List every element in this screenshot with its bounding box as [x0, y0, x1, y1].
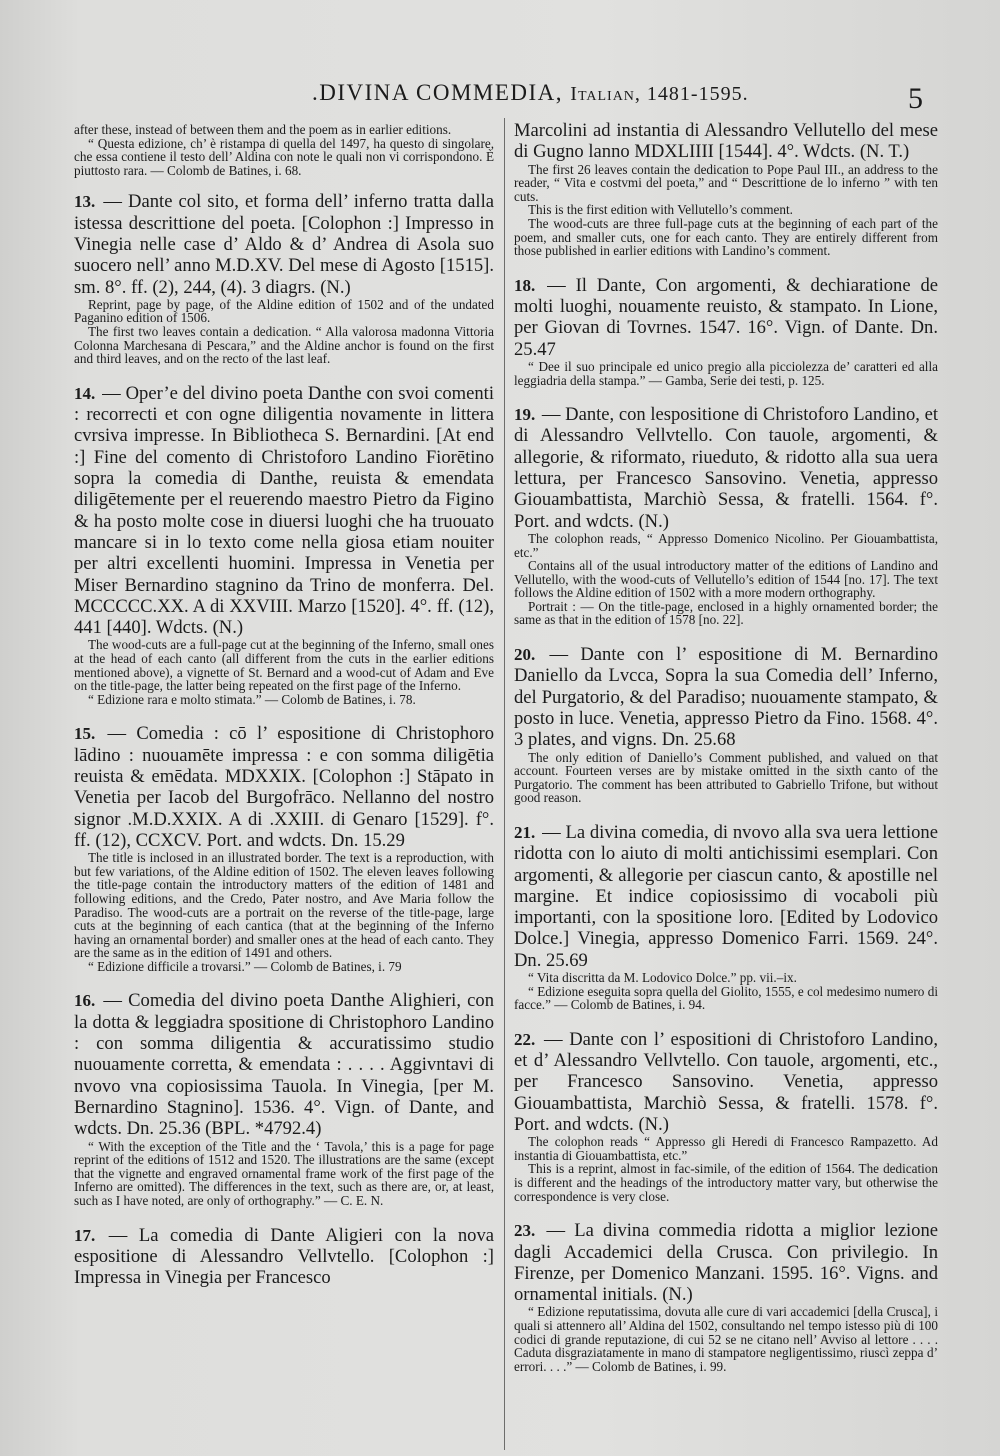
entry-note: The first two leaves contain a dedication. “ Alla valorosa madonna Vittoria Colonna Marchesana di Pescara,” and the Aldine anchor is found on the first and third leaves, and on the recto of the last leaf. — [74, 324, 494, 367]
entry-note: The colophon reads, “ Appresso Domenico Nicolino. Per Giouambattista, etc.” — [514, 530, 938, 560]
running-head — [0, 80, 1000, 116]
entry-text: — Comedia del divino poeta Danthe Alighieri, con la dotta & leggiadra spositione di Christophoro Landino : con somma diligentia & accuratissimo studio nuouamente corretta, & emendata : . . . . Aggivntavi di nvovo vna copiosissima Tauola. In Vinegia, [per M. Bernardino Stagnino]. 1536. 4°. Vign. of Dante, and wdcts. Dn. 25.36 (BPL. *4792.4) — [74, 990, 494, 1140]
entry-14 — [74, 383, 494, 707]
entry-body — [514, 1029, 938, 1135]
entry-note: “ Edizione reputatissima, dovuta alle cure di vari accademici [della Crusca], i quali si attennero all’ Aldina del 1502, consultando nel tempo istesso più di 100 codici di grande reputazione, di cui 52 se ne citano nell’ Avviso al lettore . . . . Caduta disgraziatamente in mano di stampatore negligentissimo, riuscì zeppa d’ errori. . . .” — Colomb de Batines, i. 99. — [514, 1304, 938, 1374]
entry-text: — La divina comedia, di nvovo alla sva uera lettione ridotta con lo aiuto di molti antichissimi esemplari. Con argomenti, & allegorie per ciascun canto, & apostille nel margine. Et indice copiosissimo di vocaboli più importanti, con la spositione loro. [Edited by Lodovico Dolce.] Vinegia, appresso Domenico Farri. 1569. 24°. Dn. 25.69 — [514, 821, 938, 971]
entry-17 — [74, 1225, 494, 1289]
running-title — [312, 80, 749, 106]
entry-number: 17. — [74, 1225, 96, 1245]
entry-body — [514, 822, 938, 971]
entry-note: “ With the exception of the Title and the ‘ Tavola,’ this is a page for page reprint of the editions of 1512 and 1520. The illustrations are the same (except that the vignette and engraved ornamental frame work of the first page of the Inferno are omitted). The differences in the text, such as there are, or, at least, such as I have noted, are only of orthography.” — C. E. N. — [74, 1138, 494, 1208]
entry-note: The colophon reads “ Appresso gli Heredi di Francesco Rampazetto. Ad instantia di Giouambattista, etc.” — [514, 1134, 938, 1163]
entry-note: “ Edizione rara e molto stimata.” — Colomb de Batines, i. 78. — [88, 691, 416, 707]
entry-22 — [514, 1029, 938, 1203]
entry-note: “ Edizione eseguita sopra quella del Giolito, 1555, e col medesimo numero di facce.” — Colomb de Batines, i. 94. — [514, 983, 938, 1013]
entry-19 — [514, 404, 938, 627]
left-column — [74, 120, 494, 1446]
entry-note: This is a reprint, almost in fac-simile, of the edition of 1564. The dedication is different and the headings of the introductory matter vary, but otherwise the correspondence is very close. — [514, 1161, 938, 1204]
entry-18 — [514, 275, 938, 387]
entry-number: 23. — [514, 1221, 536, 1241]
entry-16 — [74, 990, 494, 1207]
entry-body — [74, 990, 494, 1139]
entry-text: — Comedia : cō l’ espositione di Christophoro lādino : nuouamēte impressa : e con somma diligētia reuista & emēdata. MDXXIX. [Colophon :] Stāpato in Venetia per Iacob del Burgofrāco. Nellanno del nostro signor .M.D.XXIX. A di .XXIII. di Genaro [1529]. f°. ff. (12), CCXCV. Port. and wdcts. Dn. 15.29 — [74, 723, 494, 851]
entry-body — [514, 275, 938, 360]
entry-note: The wood-cuts are a full-page cut at the beginning of the Inferno, small ones at the head of each canto (all different from the cuts in the earlier editions mentioned above), a vignette of St. Bernard and a wood-cut of Adam and Eve on the title-page, the latter being repeated on the first page of the Inferno. — [74, 637, 494, 694]
entry-note: The only edition of Daniello’s Comment published, and valued on that account. Fourteen verses are by mistake omitted in the sixth canto of the Purgatorio. The comment has been attributed to Gabriello Trifone, but without good reason. — [514, 749, 938, 806]
page-number: 5 — [908, 82, 923, 115]
entry-text: — Oper’e del divino poeta Danthe con svoi comenti : recorrecti et con ogne diligentia novamente in littera cvrsiva impresse. In Bibliotheca S. Bernardini. [At end :] Fine del comento di Christoforo Landino Fiorētino sopra la comedia di Danthe, reuista & emendata diligētemente per el reuerendo maestro Pietro da Figino & ha posto molte cose in diuersi luoghi che ha truouato mancare si in lo texto come nella giosa etiam nouiter per altri excellenti huomini. Impressa in Venetia per Miser Bernardino stagnino da Trino de monferra. Del. MCCCCC.XX. A di XXVIII. Marzo [1520]. 4°. ff. (12), 441 [440]. Wdcts. (N.) — [74, 382, 494, 639]
entry-number: 16. — [74, 991, 96, 1011]
entry-note: This is the first edition with Vellutello’s comment. — [528, 202, 793, 218]
entry-body — [74, 723, 494, 851]
entry-note: Contains all of the usual introductory matter of the editions of Landino and Vellutello, with the wood-cuts of Vellutello’s edition of 1544 [no. 17]. The text follows the Aldine edition of 1502 with a more modern orthography. — [514, 558, 938, 601]
entry-body — [514, 1220, 938, 1305]
entry-number: 18. — [514, 275, 536, 295]
entry-number: 19. — [514, 405, 536, 425]
entry-body — [74, 383, 494, 639]
entry-number: 21. — [514, 822, 536, 842]
running-title-sub: Italian, 1481-1595. — [570, 83, 749, 105]
entry-body — [74, 1225, 494, 1289]
entry-body — [514, 644, 938, 750]
entry-13 — [74, 191, 494, 365]
entry-text: — Dante con l’ espositioni di Christoforo Landino, et d’ Alessandro Vellvtello. Con tauole, argomenti, etc., per Francesco Sansovino. Venetia, appresso Giouambattista, Marchiò Sessa, & fratelli. 1578. f°. Port. and wdcts. (N.) — [514, 1028, 938, 1135]
entry-note: The wood-cuts are three full-page cuts at the beginning of each part of the poem, and smaller cuts, one for each canto. They are entirely different from those published in earlier editions with Landino’s comment. — [514, 215, 938, 259]
entry-text: — La divina commedia ridotta a miglior lezione dagli Accademici della Crusca. Con privilegio. In Firenze, per Domenico Manzani. 1595. 16°. Vigns. and ornamental initials. (N.) — [514, 1220, 938, 1306]
column-divider — [504, 118, 505, 1450]
entry-number: 13. — [74, 192, 96, 212]
entry-text: — Dante con l’ espositione di M. Bernardino Daniello da Lvcca, Sopra la sua Comedia dell’ Inferno, del Purgatorio, & del Paradiso; nuouamente stampato, & posto in luce. Venetia, appresso Pietro da Fino. 1568. 4°. 3 plates, and vigns. Dn. 25.68 — [514, 644, 938, 751]
entry-17-continued — [514, 120, 938, 258]
entry-note: The title is inclosed in an illustrated border. The text is a reproduction, with but few variations, of the Aldine edition of 1502. The eleven leaves following the title-page contain the introductory matters of the edition of 1481 and following editions, and the Credo, Pater nostro, and Ave Maria follow the Paradiso. The wood-cuts are a portrait on the reverse of the title-page, large cuts at the beginning of each cantica (that at the beginning of the Inferno having an ornamental border) and smaller ones at the head of each canto. They are the same as in the edition of 1491 and others. — [74, 850, 494, 961]
entry-note: The first 26 leaves contain the dedication to Pope Paul III., an address to the reader, “ Vita e costvmi del poeta,” and “ Descrittione de lo inferno ” with ten cuts. — [514, 161, 938, 204]
running-title-main: .DIVINA COMMEDIA, — [312, 80, 564, 105]
entry-note: Portrait : — On the title-page, enclosed in a highly ornamented border; the same as that in the edition of 1578 [no. 22]. — [514, 598, 938, 628]
entry-number: 14. — [74, 383, 96, 403]
entry-body-continued: Marcolini ad instantia di Alessandro Vellutello del mese di Gugno lanno MDXLIIII [1544]. 4°. Wdcts. (N. T.) — [514, 120, 938, 163]
entry-note: “ Vita discritta da M. Lodovico Dolce.” pp. vii.–ix. — [528, 970, 797, 985]
entry-20 — [514, 644, 938, 805]
entry-text: — Dante, con lespositione di Christoforo Landino, et di Alessandro Vellvtello. Con tauole, argomenti, & allegorie, & riformato, riueduto, & ridotto alla sua uera lettura, per Francesco Sansovino. Venetia, appresso Giouambattista, Marchiò Sessa, & fratelli. 1564. f°. Port. and wdcts. (N.) — [514, 404, 938, 532]
entry-number: 22. — [514, 1029, 536, 1049]
entry-number: 20. — [514, 645, 536, 665]
entry-21 — [514, 822, 938, 1012]
entry-15 — [74, 723, 494, 973]
continuation-note: after these, instead of between them and the poem as in earlier editions. — [74, 122, 452, 137]
entry-body — [74, 191, 494, 297]
entry-text: — La comedia di Dante Aligieri con la nova espositione di Alessandro Vellvtello. [Colophon :] Impressa in Vinegia per Francesco — [74, 1224, 494, 1289]
entry-text: — Dante col sito, et forma dell’ inferno tratta dalla istessa descrittione del poeta. [Colophon :] Impresso in Vinegia nelle case d’ Aldo & d’ Andrea di Asola suo suocero nell’ anno M.D.XV. Del mese di Agosto [1515]. sm. 8°. ff. (2), 244, (4). 3 diagrs. (N.) — [74, 191, 494, 298]
right-column — [514, 120, 938, 1446]
continuation-note-block — [74, 123, 494, 177]
entry-body — [514, 404, 938, 532]
entry-text: — Il Dante, Con argomenti, & dechiaratione de molti luoghi, nouamente reuisto, & stampato. In Lione, per Giovan di Tovrnes. 1547. 16°. Vign. of Dante. Dn. 25.47 — [514, 274, 938, 360]
entry-number: 15. — [74, 724, 96, 744]
entry-note: “ Edizione difficile a trovarsi.” — Colomb de Batines, i. 79 — [88, 958, 402, 974]
continuation-note: “ Questa edizione, ch’ è ristampa di quella del 1497, ha questo di singolare, che essa contiene il testo dell’ Aldina con note le quali non vi corrispondono. È piuttosto rara. — Colomb de Batines, i. 68. — [74, 135, 494, 178]
entry-note: Reprint, page by page, of the Aldine edition of 1502 and of the undated Paganino edition of 1506. — [74, 296, 494, 326]
entry-23 — [514, 1220, 938, 1373]
entry-note: “ Dee il suo principale ed unico pregio alla picciolezza de’ caratteri ed alla leggiadria della stampa.” — Gamba, Serie dei testi, p. 125. — [514, 358, 938, 388]
